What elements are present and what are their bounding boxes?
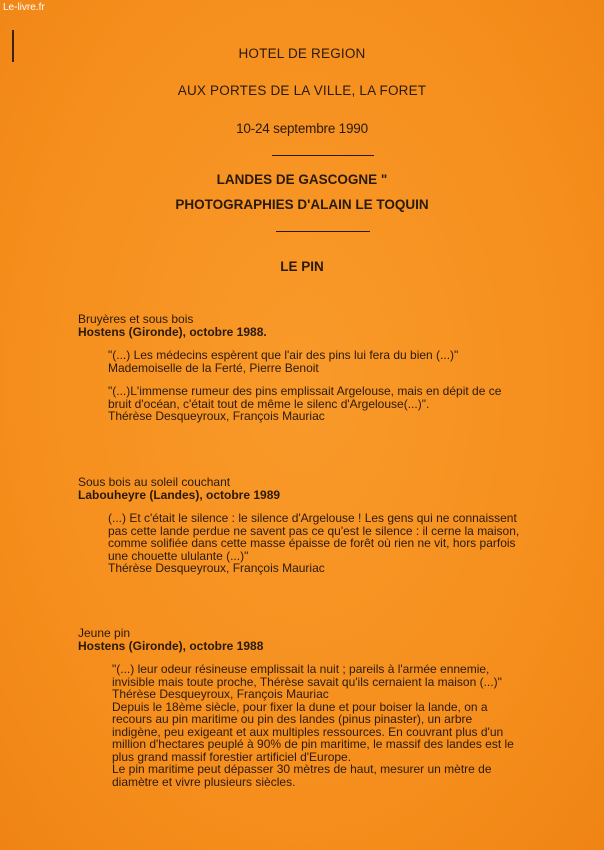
quote-line: une chouette ululante (...)" — [108, 548, 249, 563]
photo-place-date: Labouheyre (Landes), octobre 1989 — [78, 488, 281, 502]
theme-heading: LE PIN — [280, 259, 324, 274]
text-line: indigène, peu exigeant et aux multiples ressources. En couvrant plus d'un — [112, 724, 504, 739]
text-line: million d'hectares peuplé à 90% de pin maritime, le massif des landes est le — [112, 737, 514, 751]
quote-source: Mademoiselle de la Ferté, Pierre Benoit — [108, 360, 319, 375]
text-line: Depuis le 18ème siècle, pour fixer la dune et pour boiser la lande, on a — [112, 699, 488, 714]
quote-block — [108, 385, 578, 423]
section-title — [78, 313, 267, 339]
text-line: diamètre et vivre plusieurs siècles. — [112, 774, 296, 789]
venue-heading: HOTEL DE REGION — [238, 46, 366, 61]
quote-source: Thérèse Desqueyroux, François Mauriac — [108, 409, 325, 423]
exhibition-title-line2: PHOTOGRAPHIES D'ALAIN LE TOQUIN — [175, 197, 429, 212]
quote-source: Thérèse Desqueyroux, François Mauriac — [112, 687, 329, 701]
photo-title: Bruyères et sous bois — [78, 312, 194, 326]
quote-line: "(...) leur odeur résineuse emplissait la nuit ; pareils à l'armée ennemie, — [112, 662, 490, 676]
photo-title: Jeune pin — [78, 626, 131, 640]
photo-title: Sous bois au soleil couchant — [78, 475, 231, 489]
text-line: recours au pin maritime ou pin des landes (pinus pinaster), un arbre — [112, 712, 473, 726]
quote-line: invisible mais toute proche, Thérèse savait qu'ils cernaient la maison (...)" — [112, 674, 502, 689]
text-line: plus grand massif forestier artificiel d'Europe. — [112, 749, 352, 764]
quote-line: "(...)L'immense rumeur des pins emplissait Argelouse, mais en dépit de ce — [108, 384, 502, 398]
quote-line: pas cette lande perdue ne savent pas ce qu'est le silence : il cerne la maison, — [108, 523, 520, 538]
quote-block — [112, 663, 578, 788]
quote-line: bruit d'océan, c'était tout de même le silenc d'Argelouse(...)". — [108, 396, 430, 411]
photo-place-date: Hostens (Gironde), octobre 1988 — [78, 639, 264, 653]
exhibition-title-line1: LANDES DE GASCOGNE " — [216, 172, 388, 187]
quote-line: comme solifiée dans cette masse épaisse de forêt où rien ne vit, hors parfois — [108, 536, 516, 550]
photo-place-date: Hostens (Gironde), octobre 1988. — [78, 325, 267, 339]
quote-block — [108, 512, 576, 575]
location-heading: AUX PORTES DE LA VILLE, LA FORET — [177, 83, 427, 98]
quote-line: (...) Et c'était le silence : le silence d'Argelouse ! Les gens qui ne connaissent — [108, 511, 517, 525]
section-title — [78, 476, 280, 502]
text-line: Le pin maritime peut dépasser 30 mètres de haut, mesurer un mètre de — [112, 762, 492, 776]
watermark: Le-livre.fr — [3, 2, 45, 13]
dates-heading: 10-24 septembre 1990 — [236, 121, 368, 136]
divider — [276, 231, 370, 232]
quote-block — [108, 349, 578, 374]
section-title — [78, 627, 263, 653]
divider — [272, 155, 374, 156]
quote-line: "(...) Les médecins espèrent que l'air des pins lui fera du bien (...)" — [108, 348, 459, 362]
quote-source: Thérèse Desqueyroux, François Mauriac — [108, 561, 325, 575]
